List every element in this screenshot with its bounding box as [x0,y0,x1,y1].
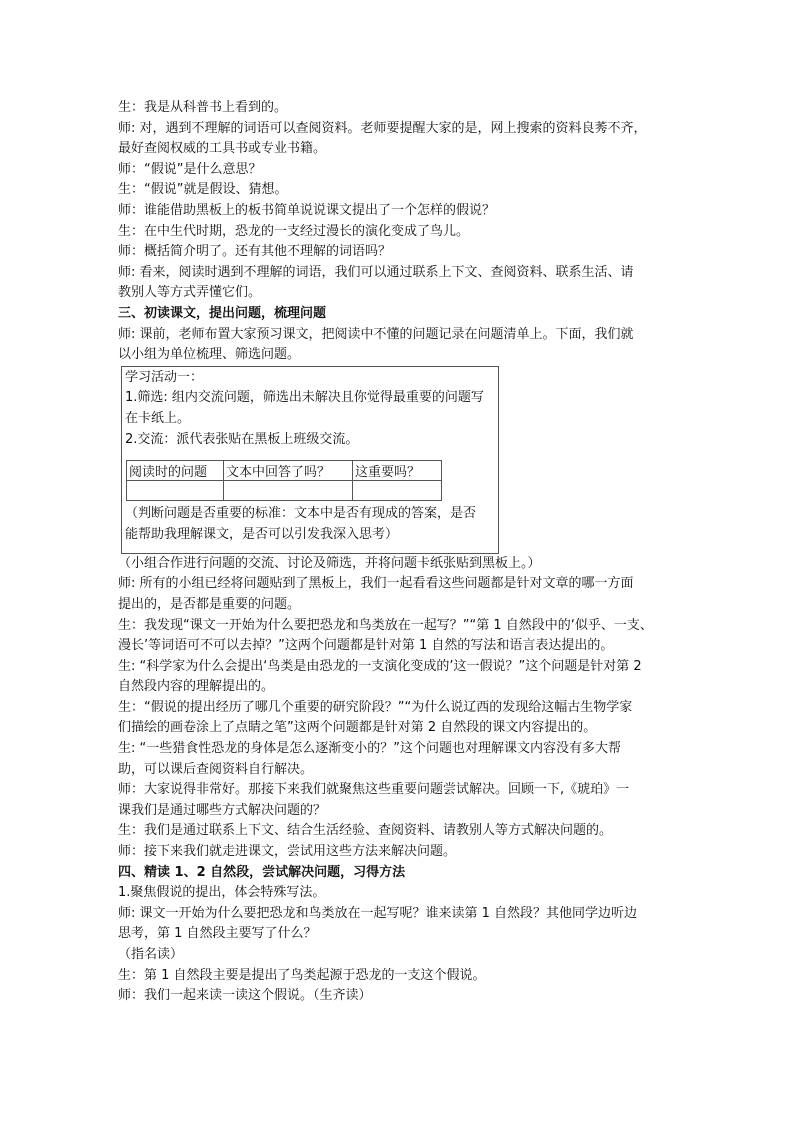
text-line: 师: 课前，老师布置大家预习课文，把阅读中不懂的问题记录在问题清单上。下面，我们就 [118,326,634,342]
text-line: 生：我发现“课文一开始为什么要把恐龙和鸟类放在一起写？”“第 1 自然段中的‘似乎、一支、 [118,617,653,633]
activity-box [121,366,499,554]
text-line: 师：概括简介明了。还有其他不理解的词语吗？ [118,244,392,260]
text-line: 生：“假说的提出经历了哪几个重要的研究阶段？”“为什么说辽西的发现给这幅古生物学家 [118,699,633,715]
text-line: （小组合作进行问题的交流、讨论及筛选，并将问题卡纸张贴到黑板上。） [118,555,541,571]
text-line: 最好查阅权威的工具书或专业书籍。 [118,141,327,157]
text-line: 生：我们是通过联系上下文、结合生活经验、查阅资料、请教别人等方式解决问题的。 [118,823,613,839]
text-line: 1.聚焦假说的提出，体会特殊写法。 [118,885,326,901]
text-line: （指名读） [118,947,184,962]
document-page [118,98,680,1007]
text-line: 思考，第 1 自然段主要写了什么？ [118,926,317,942]
text-line: 生：我是从科普书上看到的。 [118,100,288,115]
text-line: 生: “科学家为什么会提出‘鸟类是由恐龙的一支演化变成的’这一假说？”这个问题是针对第 2 [118,658,642,674]
text-line: 以小组为单位梳理、筛选问题。 [118,347,301,363]
activity-title: 学习活动一： [125,369,204,385]
text-line: 自然段内容的理解提出的。 [118,679,275,695]
text-line: 师：谁能借助黑板上的板书简单说说课文提出了一个怎样的假说？ [118,202,496,218]
table-header-cell: 文本中回答了吗？ [224,461,353,481]
activity-step-1: 1.筛选: 组内交流问题，筛选出未解决且你觉得最重要的问题写 [125,390,484,406]
text-line: 师：大家说得非常好。那接下来我们就聚焦这些重要问题尝试解决。回顾一下,《琥珀》一 [118,782,630,798]
text-line: 漫长’等词语可不可以去掉？”这两个问题都是针对第 1 自然的写法和语言表达提出的。 [118,638,614,654]
text-line: 教别人等方式弄懂它们。 [118,285,262,301]
text-line: 师: 看来，阅读时遇到不理解的词语，我们可以通过联系上下文、查阅资料、联系生活、请 [118,264,634,280]
text-line: 师：我们一起来读一读这个假说。（生齐读） [118,988,372,1004]
text-line: 提出的，是否都是重要的问题。 [118,596,301,612]
table-header-cell: 这重要吗？ [353,461,442,481]
table-cell [127,481,224,501]
table-header-row [127,461,442,481]
paragraph-block-b [118,325,680,366]
paragraph-block-a [118,98,680,304]
text-line: 们描绘的画卷涂上了点睛之笔”这两个问题都是针对第 2 自然段的课文内容提出的。 [118,720,597,736]
section-heading-4: 四、精读 1、2 自然段，尝试解决问题，习得方法 [118,864,406,880]
question-table [126,460,442,501]
text-line: 师: 对，遇到不理解的词语可以查阅资料。老师要提醒大家的是，网上搜索的资料良莠不齐， [118,120,647,136]
text-line: 师：“假说”是什么意思？ [118,161,262,177]
text-line: 生：“假说”就是假设、猜想。 [118,182,288,198]
table-row [127,481,442,501]
activity-step-2: 2.交流：派代表张贴在黑板上班级交流。 [125,431,359,447]
table-header-cell: 阅读时的问题 [127,461,224,481]
activity-step-1-cont: 在卡纸上。 [125,410,191,426]
text-line: 师: 所有的小组已经将问题贴到了黑板上，我们一起看看这些问题都是针对文章的哪一方面 [118,576,634,592]
section-heading-3: 三、初读课文，提出问题，梳理问题 [118,305,327,321]
activity-note: （判断问题是否重要的标准：文本中是否有现成的答案，是否 [125,506,477,522]
activity-note-cont: 能帮助我理解课文，是否可以引发我深入思考） [125,526,399,542]
table-cell [353,481,442,501]
table-cell [224,481,353,501]
text-line: 生: “一些猎食性恐龙的身体是怎么逐渐变小的？”这个问题也对理解课文内容没有多大帮 [118,741,621,757]
paragraph-block-d [118,883,680,1007]
text-line: 师: 课文一开始为什么要把恐龙和鸟类放在一起写呢？谁来读第 1 自然段？其他同学边听边 [118,905,638,921]
text-line: 师：接下来我们就走进课文，尝试用这些方法来解决问题。 [118,844,457,860]
paragraph-block-c [118,554,680,863]
text-line: 课我们是通过哪些方式解决问题的？ [118,802,327,818]
text-line: 生：第 1 自然段主要是提出了鸟类起源于恐龙的一支这个假说。 [118,967,486,983]
text-line: 生：在中生代时期，恐龙的一支经过漫长的演化变成了鸟儿。 [118,223,470,239]
text-line: 助，可以课后查阅资料自行解决。 [118,761,314,777]
